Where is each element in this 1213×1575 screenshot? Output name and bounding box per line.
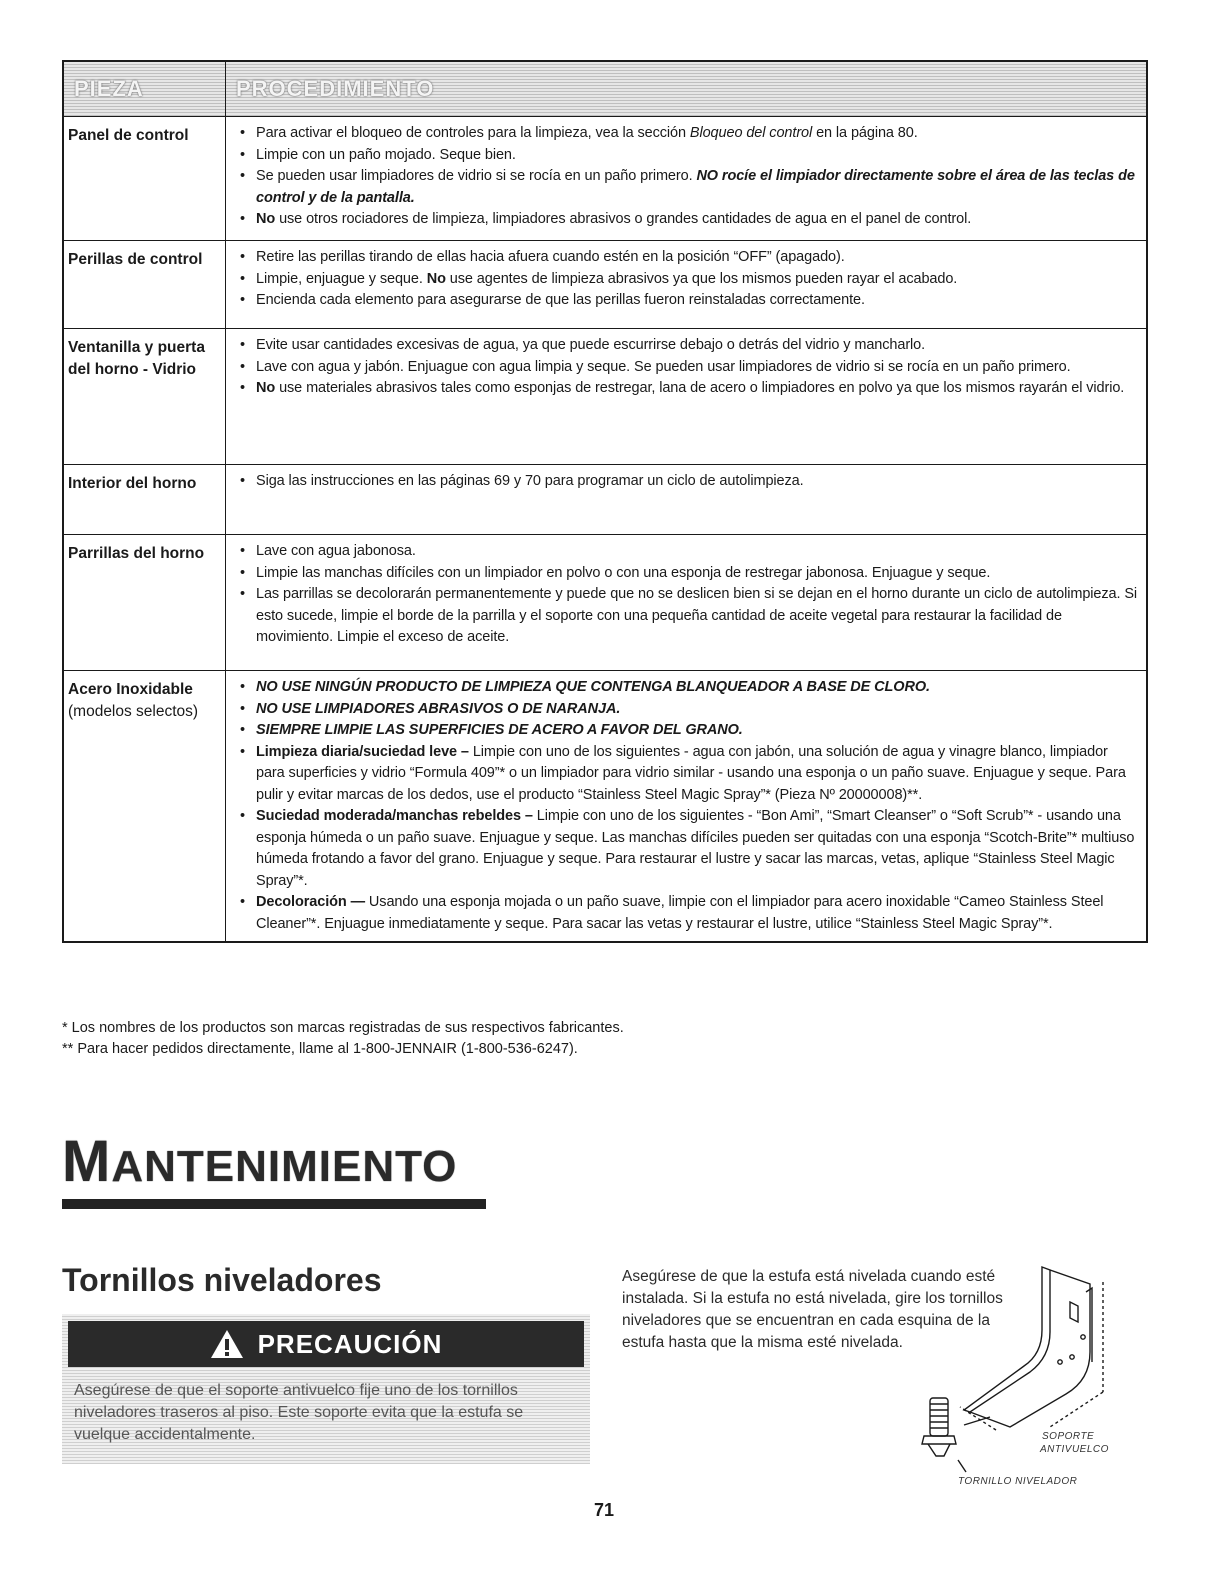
- procedure-cell: [226, 465, 1148, 535]
- table-row: [63, 241, 1147, 329]
- cleaning-table: [62, 60, 1148, 943]
- list-item: • Retire las perillas tirando de ellas hacia afuera cuando estén en la posición “OFF” (apagado).: [236, 247, 1140, 269]
- bracket-label-line1: SOPORTE: [1042, 1431, 1095, 1442]
- section-title-rest: ANTENIMIENTO: [111, 1142, 458, 1191]
- caution-label: PRECAUCIÓN: [257, 1328, 443, 1359]
- part-name: Ventanilla y puerta del horno - Vidrio: [63, 329, 226, 465]
- part-name: Panel de control: [63, 117, 226, 241]
- list-item: • Encienda cada elemento para asegurarse de que las perillas fueron reinstaladas correctamente.: [236, 290, 1140, 312]
- list-item: • NO USE LIMPIADORES ABRASIVOS O DE NARANJA.: [236, 699, 1140, 721]
- procedure-cell: [226, 671, 1148, 943]
- list-item: • Para activar el bloqueo de controles para la limpieza, vea la sección Bloqueo del control en la página 80.: [236, 123, 1140, 145]
- list-item: • SIEMPRE LIMPIE LAS SUPERFICIES DE ACERO A FAVOR DEL GRANO.: [236, 720, 1140, 742]
- list-item: • No use materiales abrasivos tales como esponjas de restregar, lana de acero o limpiadores en polvo ya que los mismos rayarán el vidrio.: [236, 378, 1140, 400]
- footnotes: [62, 1018, 624, 1060]
- caution-bar: [68, 1321, 584, 1367]
- anti-tip-bracket-illustration: [900, 1262, 1140, 1492]
- list-item: • Limpie, enjuague y seque. No use agentes de limpieza abrasivos ya que los mismos pueden rayar el acabado.: [236, 269, 1140, 291]
- part-name: Perillas de control: [63, 241, 226, 329]
- part-name-cell: [63, 671, 226, 943]
- list-item: • Decoloración — Usando una esponja mojada o un paño suave, limpie con el limpiador para acero inoxidable “Cameo Stainless Steel Cleaner”*. Enjuague inmediatamente y seque. Para sacar las vetas y restaurar el lustre, utilice “Stainless Steel Magic Spray”*.: [236, 892, 1140, 935]
- footnote: ** Para hacer pedidos directamente, llame al 1-800-JENNAIR (1-800-536-6247).: [62, 1041, 578, 1057]
- section-title: [62, 1128, 457, 1195]
- list-item: • NO USE NINGÚN PRODUCTO DE LIMPIEZA QUE CONTENGA BLANQUEADOR A BASE DE CLORO.: [236, 677, 1140, 699]
- list-item: • Evite usar cantidades excesivas de agua, ya que puede escurrirse debajo o detrás del vidrio y mancharlo.: [236, 335, 1140, 357]
- caution-box: [62, 1314, 590, 1464]
- header-part: PIEZA: [74, 76, 144, 101]
- section-title-initial: M: [62, 1129, 112, 1194]
- list-item: • Limpie las manchas difíciles con un limpiador en polvo o con una esponja de restregar jabonosa. Enjuague y seque.: [236, 563, 1140, 585]
- caution-text: Asegúrese de que el soporte antivuelco fije uno de los tornillos niveladores traseros al piso. Este soporte evita que la estufa se vuelque accidentalmente.: [74, 1382, 524, 1443]
- list-item: • Lave con agua y jabón. Enjuague con agua limpia y seque. Se pueden usar limpiadores de vidrio si se rocía en un paño primero.: [236, 357, 1140, 379]
- list-item: • Limpieza diaria/suciedad leve – Limpie con uno de los siguientes - agua con jabón, una solución de agua y vinagre blanco, limpiador para superficies y vidrio “Formula 409”* o un limpiador para vidrio similar - usando una esponja o un paño suave. Enjuague y seque. Para pulir y evitar marcas de los dedos, use el producto “Stainless Steel Magic Spray”* (Pieza Nº 20000008)**.: [236, 742, 1140, 807]
- list-item: • Siga las instrucciones en las páginas 69 y 70 para programar un ciclo de autolimpieza.: [236, 471, 1140, 493]
- header-procedure: PROCEDIMIENTO: [236, 76, 435, 101]
- procedure-cell: [226, 241, 1148, 329]
- header-procedure-cell: [226, 61, 1148, 117]
- procedure-cell: [226, 329, 1148, 465]
- footnote: * Los nombres de los productos son marcas registradas de sus respectivos fabricantes.: [62, 1020, 624, 1036]
- warning-triangle-icon: [210, 1328, 244, 1360]
- list-item: • Suciedad moderada/manchas rebeldes – Limpie con uno de los siguientes - “Bon Ami”, “Smart Cleanser” o “Soft Scrub”* - usando una esponja húmeda o un paño suave. Enjuague y seque. Las manchas difíciles pueden ser quitadas con una esponja “Scotch-Brite”* multiuso húmeda frotando a favor del grano. Enjuague y seque. Para restaurar el lustre y sacar las marcas, vetas, aplique “Stainless Steel Magic Spray”*.: [236, 806, 1140, 892]
- part-name: Acero Inoxidable: [68, 681, 193, 698]
- bracket-label-line2: ANTIVUELCO: [1040, 1444, 1109, 1455]
- subsection-title: Tornillos niveladores: [62, 1262, 382, 1298]
- table-row: [63, 671, 1147, 943]
- list-item: • Lave con agua jabonosa.: [236, 541, 1140, 563]
- list-item: • Limpie con un paño mojado. Seque bien.: [236, 145, 1140, 167]
- list-item: • No use otros rociadores de limpieza, limpiadores abrasivos o grandes cantidades de agua en el panel de control.: [236, 209, 1140, 231]
- part-subtitle: (modelos selectos): [68, 703, 199, 720]
- header-part-cell: [63, 61, 226, 117]
- leveling-paragraph: Asegúrese de que la estufa está nivelada cuando esté instalada. Si la estufa no está nivelada, gire los tornillos niveladores que se encuentran en cada esquina de la estufa hasta que la misma esté nivelada.: [622, 1268, 1003, 1351]
- procedure-cell: [226, 117, 1148, 241]
- table-row: [63, 465, 1147, 535]
- table-row: [63, 117, 1147, 241]
- table-row: [63, 535, 1147, 671]
- procedure-cell: [226, 535, 1148, 671]
- table-row: [63, 329, 1147, 465]
- list-item: • Las parrillas se decolorarán permanentemente y puede que no se deslicen bien si se dejan en el horno durante un ciclo de autolimpieza. Si esto sucede, limpie el borde de la parrilla y el soporte con una pequeña cantidad de aceite vegetal para restaurar la facilidad de movimiento. Limpie el exceso de aceite.: [236, 584, 1140, 649]
- page-number: 71: [594, 1500, 615, 1520]
- part-name: Parrillas del horno: [63, 535, 226, 671]
- section-rule: [62, 1199, 486, 1209]
- table-header-row: [63, 61, 1147, 117]
- part-name: Interior del horno: [63, 465, 226, 535]
- list-item: • Se pueden usar limpiadores de vidrio si se rocía en un paño primero. NO rocíe el limpiador directamente sobre el área de las teclas de control y de la pantalla.: [236, 166, 1140, 209]
- screw-label: TORNILLO NIVELADOR: [958, 1476, 1078, 1487]
